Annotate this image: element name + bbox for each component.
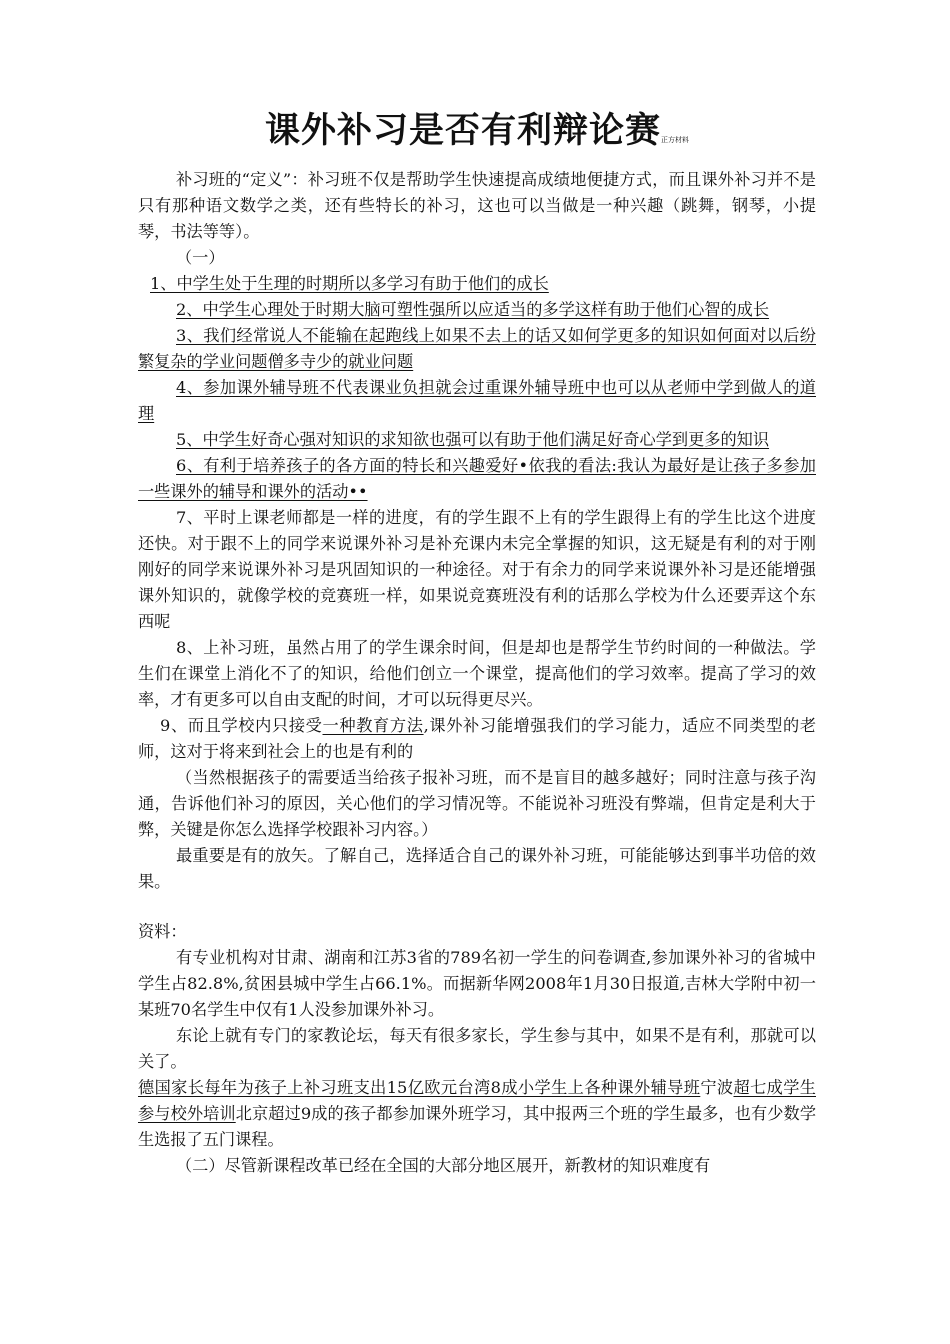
paragraph-9-underlined: 一种教育方法 [322, 716, 424, 735]
title-note: 正方材料 [661, 136, 689, 144]
point-3: 3、我们经常说人不能输在起跑线上如果不去上的话又如何学更多的知识如何面对以后纷繁复杂的学业问题僧多寺少的就业问题 [138, 326, 816, 371]
data-3-text-a: 宁波 [700, 1078, 734, 1097]
point-1: 1、中学生处于生理的时期所以多学习有助于他们的成长 [150, 274, 549, 293]
point-2: 2、中学生心理处于时期大脑可塑性强所以应适当的多学这样有助于他们心智的成长 [176, 300, 770, 319]
point-4: 4、参加课外辅导班不代表课业负担就会过重课外辅导班中也可以从老师中学到做人的道理 [138, 378, 816, 423]
page-title [138, 108, 816, 163]
intro-paragraph: 补习班的“定义”：补习班不仅是帮助学生快速提高成绩地便捷方式，而且课外补习并不是只有那种语文数学之类，还有些特长的补习，这也可以当做是一种兴趣（跳舞，钢琴，小提琴，书法等等）。 [138, 170, 816, 241]
paragraph-9-end: ,课外补习能增强我们的学习能力，适应不同类型的老师，这对于将来到社会上的也是有利的 [138, 716, 817, 761]
paragraph-7: 7、平时上课老师都是一样的进度，有的学生跟不上有的学生跟得上有的学生比这个进度还快。对于跟不上的同学来说课外补习是补充课内未完全掌握的知识，这无疑是有利的对于刚刚好的同学来说课外补习是巩固知识的一种途径。对于有余力的同学来说课外补习是还能增强课外知识的，就像学校的竞赛班一样，如果说竞赛班没有利的话那么学校为什么还要弄这个东西呢 [138, 508, 816, 631]
paragraph-8: 8、上补习班，虽然占用了的学生课余时间，但是却也是帮学生节约时间的一种做法。学生们在课堂上消化不了的知识，给他们创立一个课堂，提高他们的学习效率。提高了学习的效率，才有更多可以自由支配的时间，才可以玩得更尽兴。 [138, 638, 816, 709]
title-text: 课外补习是否有利辩论赛 [264, 111, 661, 151]
section-two-paragraph: （二）尽管新课程改革已经在全国的大部分地区展开，新教材的知识难度有 [176, 1156, 711, 1175]
data-paragraph-1: 有专业机构对甘肃、湖南和江苏3省的789名初一学生的问卷调查,参加课外补习的省城中学生占82.8%,贫困县城中学生占66.1%。而据新华网2008年1月30日报道,吉林大学附中初一某班70名学生中仅有1人没参加课外补习。 [138, 948, 816, 1019]
parenthetical-note: （当然根据孩子的需要适当给孩子报补习班，而不是盲目的越多越好；同时注意与孩子沟通，告诉他们补习的原因，关心他们的学习情况等。不能说补习班没有弊端，但肯定是利大于弊，关键是你怎么选择学校跟补习内容。） [138, 768, 816, 839]
data-3-text-b: 北京超过9成的孩子都参加课外班学习，其中报两三个班的学生最多，也有少数学生选报了五门课程。 [138, 1104, 817, 1149]
most-important-paragraph: 最重要是有的放矢。了解自己，选择适合自己的课外补习班，可能能够达到事半功倍的效果。 [138, 846, 816, 891]
point-6: 6、有利于培养孩子的各方面的特长和兴趣爱好•依我的看法:我认为最好是让孩子多参加一些课外的辅导和课外的活动•• [138, 456, 816, 501]
materials-heading: 资料： [138, 922, 187, 941]
document-page [138, 108, 816, 1179]
data-paragraph-2: 东论上就有专门的家教论坛，每天有很多家长，学生参与其中，如果不是有利，那就可以关了。 [138, 1026, 816, 1071]
paragraph-9 [138, 713, 816, 765]
blank-line [138, 895, 816, 919]
section-one-heading: （一） [176, 248, 225, 267]
data-3-underlined-1: 德国家长每年为孩子上补习班支出15亿欧元台湾8成小学生上各种课外辅导班 [138, 1078, 701, 1097]
paragraph-9-start: 9、而且学校内只接受 [160, 716, 323, 735]
data-paragraph-3 [138, 1075, 816, 1153]
data-3-underlined-2: 超七成学生参与校外培训 [138, 1078, 816, 1123]
point-5: 5、中学生好奇心强对知识的求知欲也强可以有助于他们满足好奇心学到更多的知识 [176, 430, 770, 449]
